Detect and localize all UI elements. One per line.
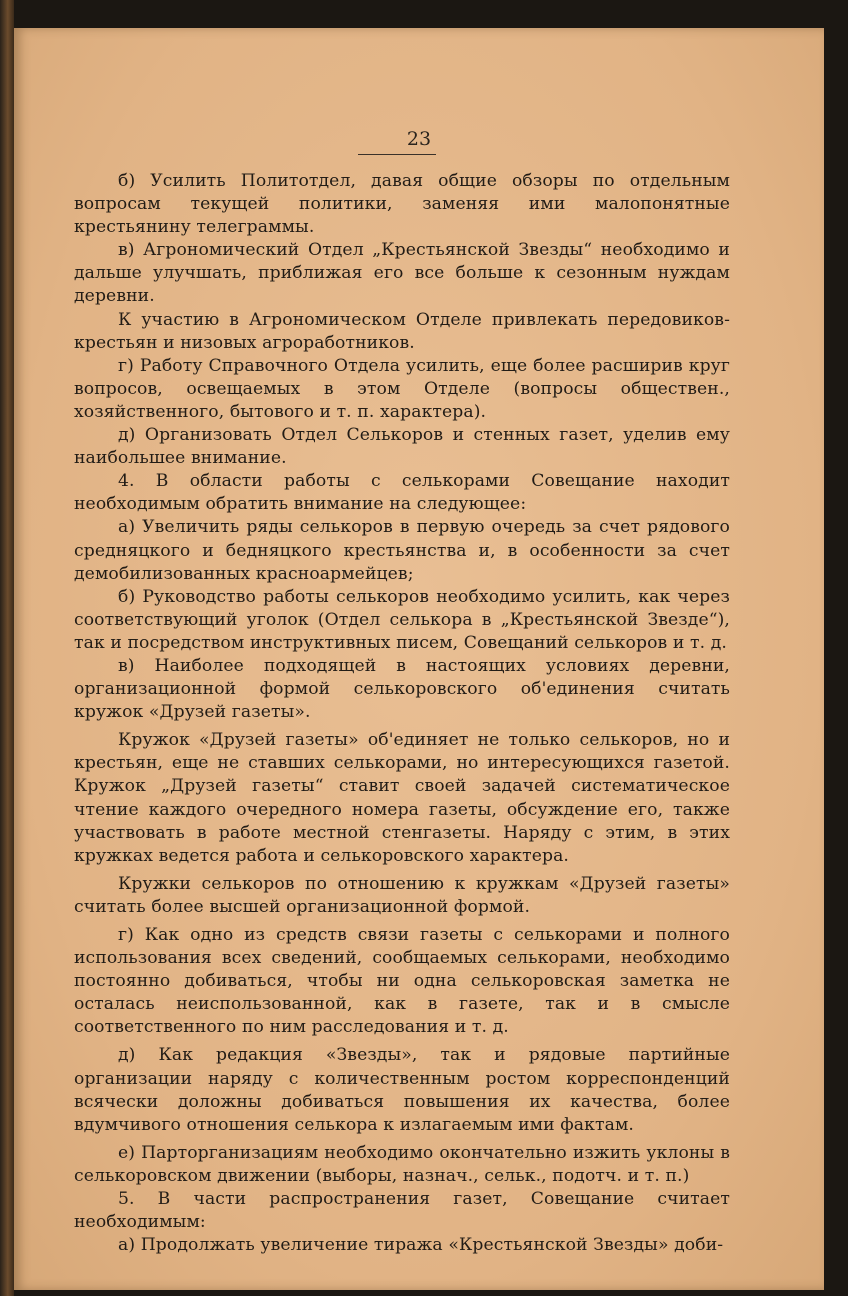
paragraph: а) Продолжать увеличение тиража «Крестьянской Звезды» доби- (118, 1235, 724, 1256)
body-text (74, 170, 730, 1257)
document-page (14, 28, 824, 1290)
paragraph: е) Парторганизациям необходимо окончательно изжить уклоны в селькоровском движении (выборы, назнач., сельк., подотч. и т. п.) (74, 1142, 730, 1186)
paragraph: 5. В части распространения газет, Совещание считает необходимым: (74, 1189, 730, 1233)
page-number: 23 (406, 128, 432, 150)
paragraph: д) Организовать Отдел Селькоров и стенных газет, уделив ему наибольшее внимание. (74, 425, 730, 469)
paragraph: г) Работу Справочного Отдела усилить, еще более расширив круг вопросов, освещаемых в этом Отделе (вопросы обществен., хозяйственного, бытового и т. п. характера). (74, 355, 730, 422)
paragraph: д) Как редакция «Звезды», так и рядовые партийные организации наряду с количественным ростом корреспонденций всячески доложны добиваться повышения их качества, более вдумчивого отношения селькора к излагаемым ими фактам. (74, 1045, 730, 1135)
paragraph: Кружки селькоров по отношению к кружкам «Друзей газеты» считать более высшей организационной формой. (74, 873, 730, 917)
paragraph: г) Как одно из средств связи газеты с селькорами и полного использования всех сведений, сообщаемых селькорами, необходимо постоянно добиваться, чтобы ни одна селькоровская заметка не осталась неиспользованной, как в газете, так и в смысле соответственного по ним расследования и т. д. (74, 925, 730, 1038)
page-number-rule (358, 154, 436, 155)
book-binding-edge (0, 0, 14, 1296)
paragraph: в) Агрономический Отдел „Крестьянской Звезды“ необходимо и дальше улучшать, приближая его все больше к сезонным нуждам деревни. (74, 240, 730, 307)
paragraph: 4. В области работы с селькорами Совещание находит необходимым обратить внимание на следующее: (74, 471, 730, 515)
paragraph: б) Усилить Политотдел, давая общие обзоры по отдельным вопросам текущей политики, заменяя ими малопонятные крестьянину телеграммы. (74, 171, 730, 238)
paragraph: Кружок «Друзей газеты» об'единяет не только селькоров, но и крестьян, еще не ставших селькорами, но интересующихся газетой. Кружок „Друзей газеты“ ставит своей задачей систематическое чтение каждого очередного номера газеты, обсуждение его, также участвовать в работе местной стенгазеты. Наряду с этим, в этих кружках ведется работа и селькоровского характера. (74, 730, 730, 866)
paragraph: б) Руководство работы селькоров необходимо усилить, как через соответствующий уголок (Отдел селькора в „Крестьянской Звезде“), так и посредством инструктивных писем, Совещаний селькоров и т. д. (74, 586, 730, 653)
paragraph: в) Наиболее подходящей в настоящих условиях деревни, организационной формой селькоровского об'единения считать кружок «Друзей газеты». (74, 655, 730, 723)
paragraph: К участию в Агрономическом Отделе привлекать передовиков-крестьян и низовых агроработников. (74, 309, 730, 353)
paragraph: а) Увеличить ряды селькоров в первую очередь за счет рядового средняцкого и бедняцкого крестьянства и, в особенности за счет демобилизованных красноармейцев; (74, 517, 730, 584)
